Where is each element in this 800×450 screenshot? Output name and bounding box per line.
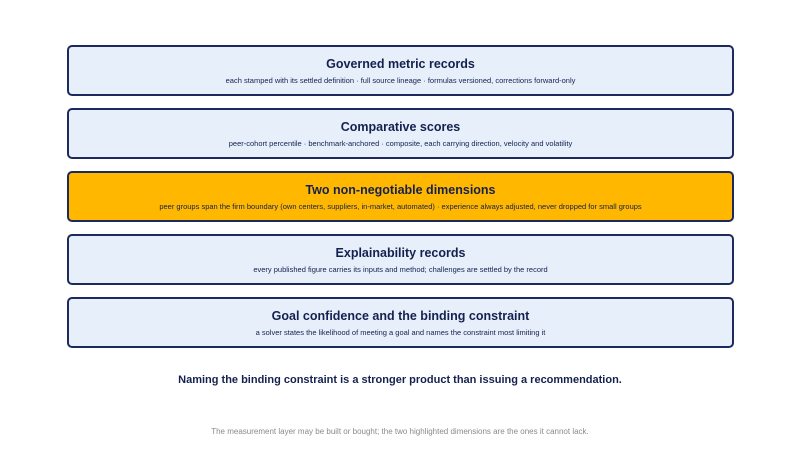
layer-description: every published figure carries its inputs and method; challenges are settled by the record: [253, 265, 548, 274]
layer-title: Explainability records: [335, 246, 466, 260]
layer-box-goal-confidence: [67, 297, 734, 348]
layer-description: peer groups span the firm boundary (own centers, suppliers, in-market, automated) · experience always adjusted, never dropped for small groups: [159, 202, 642, 211]
takeaway-statement: Naming the binding constraint is a stronger product than issuing a recommendation.: [178, 374, 622, 386]
layer-description: each stamped with its settled definition · full source lineage · formulas versioned, corrections forward-only: [225, 76, 576, 85]
layer-box-explainability-records: [67, 234, 734, 285]
layer-title: Governed metric records: [326, 57, 475, 71]
layer-title: Goal confidence and the binding constraint: [271, 309, 530, 323]
layer-title: Comparative scores: [340, 120, 461, 134]
layer-title: Two non-negotiable dimensions: [305, 183, 496, 197]
footnote: The measurement layer may be built or bought; the two highlighted dimensions are the ones it cannot lack.: [211, 427, 589, 436]
layer-box-governed-metric-records: [67, 45, 734, 96]
layer-description: peer-cohort percentile · benchmark-anchored · composite, each carrying direction, velocity and volatility: [228, 139, 573, 148]
layer-stack: [67, 45, 734, 360]
layer-description: a solver states the likelihood of meeting a goal and names the constraint most limiting it: [255, 328, 546, 337]
layer-box-non-negotiable-dimensions: [67, 171, 734, 222]
layer-box-comparative-scores: [67, 108, 734, 159]
